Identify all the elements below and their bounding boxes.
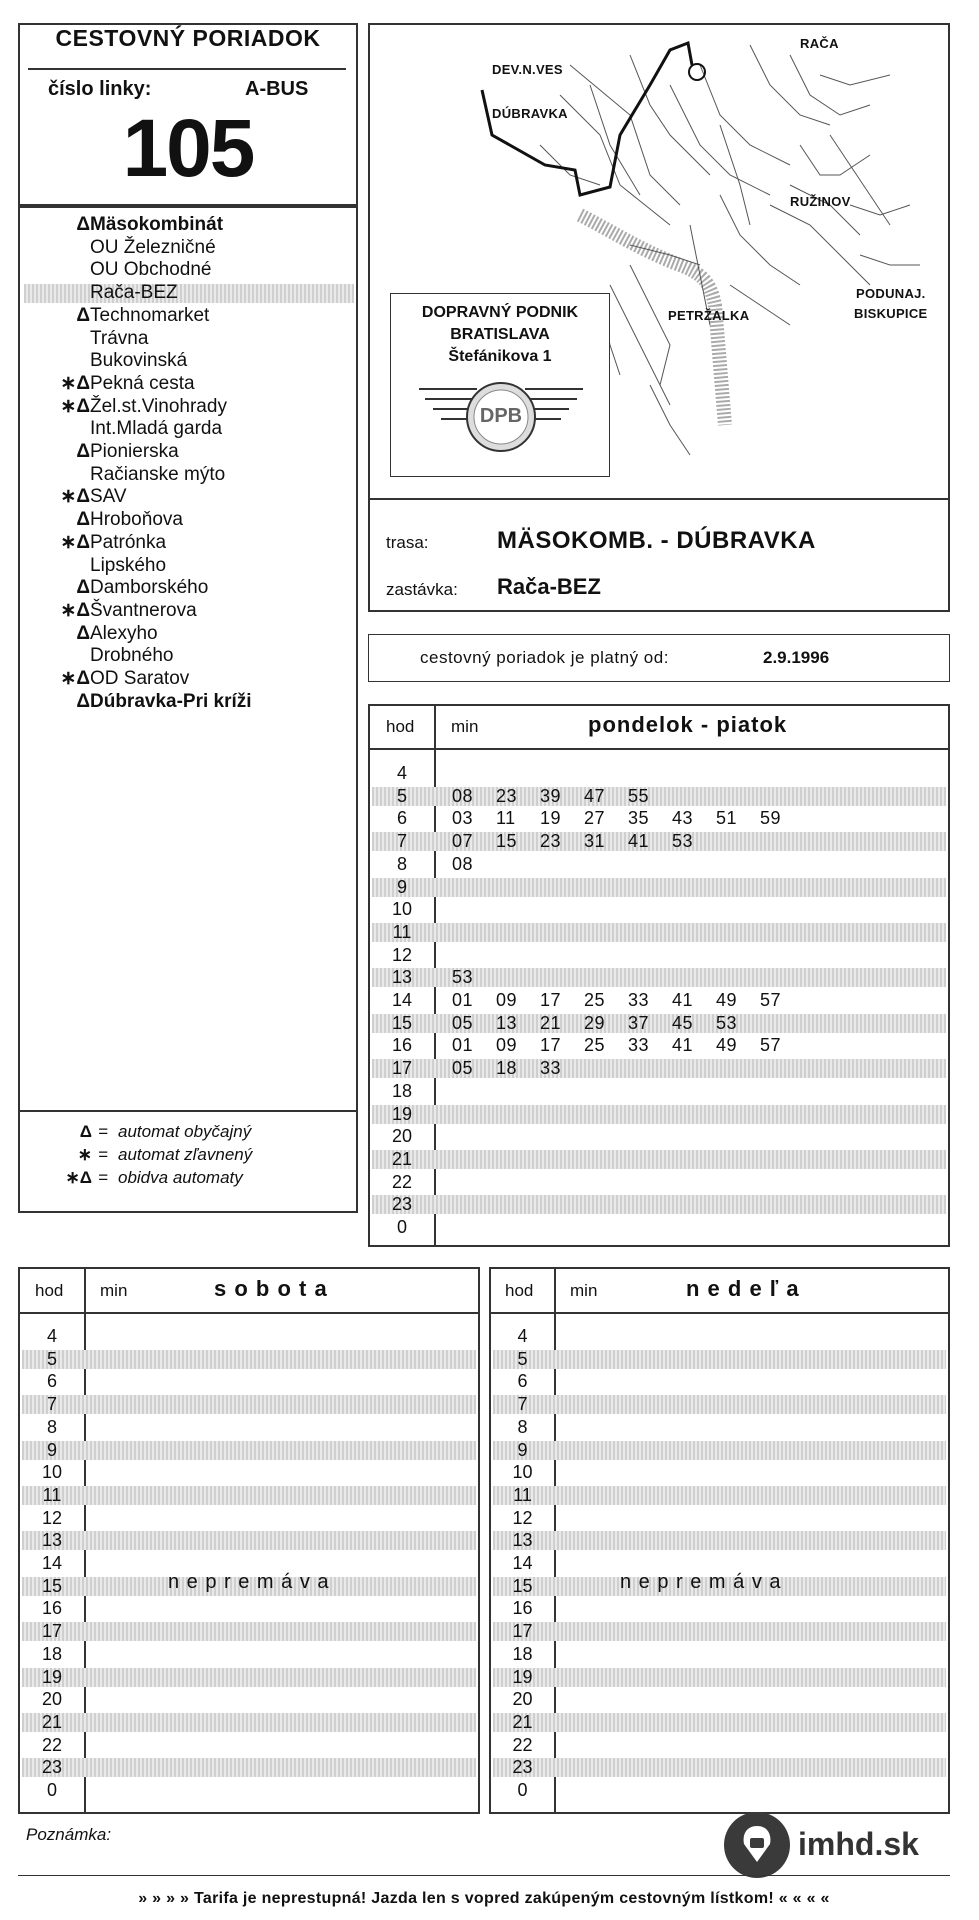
hour-cell: 12: [391, 944, 413, 965]
departure-minute: 25: [584, 1035, 606, 1056]
stop-marker: ∗Δ: [60, 486, 90, 508]
legend-item: [22, 1167, 352, 1189]
departure-minute: 51: [716, 808, 738, 829]
footer-divider: [18, 1875, 950, 1876]
hour-cell: 5: [46, 1348, 57, 1369]
hour-cell: 18: [41, 1643, 63, 1664]
departure-minute: 23: [496, 785, 518, 806]
hour-cell: 17: [41, 1621, 63, 1642]
line-number-label: číslo linky:: [48, 78, 152, 100]
departure-minute: 59: [760, 808, 782, 829]
departure-minute: 09: [496, 1035, 518, 1056]
hour-cell: 16: [512, 1598, 533, 1619]
stop-item: [22, 668, 352, 691]
departure-minute: 49: [716, 1035, 738, 1056]
hour-cell: 19: [41, 1666, 63, 1687]
minutes-cell: [452, 807, 804, 830]
stop-item: [22, 305, 352, 328]
weekday-hod-header: hod: [386, 717, 415, 736]
weekday-header-divider: [370, 748, 948, 750]
hour-cell: 18: [512, 1643, 533, 1664]
hour-cell: 8: [46, 1416, 57, 1437]
minutes-cell: [452, 989, 804, 1012]
stop-marker: Δ: [76, 622, 90, 644]
map-label-raca: RAČA: [800, 36, 839, 51]
stop-name: Pekná cesta: [90, 372, 195, 394]
map-label-ruzinov: RUŽINOV: [790, 194, 851, 209]
row-highlight: [493, 1441, 946, 1460]
stop-marker: ∗Δ: [60, 395, 90, 417]
hour-cell: 21: [41, 1711, 63, 1732]
row-highlight: [372, 1105, 946, 1124]
departure-minute: 07: [452, 831, 474, 852]
hour-cell: 14: [391, 990, 413, 1010]
legend-equals: =: [98, 1122, 108, 1141]
departure-minute: 37: [628, 1012, 650, 1033]
departure-minute: 53: [452, 967, 474, 988]
stop-name: Žel.st.Vinohrady: [90, 395, 227, 417]
departure-minute: 43: [672, 808, 694, 829]
hour-cell: 16: [41, 1598, 63, 1619]
stop-name: Račianske mýto: [90, 463, 226, 485]
departure-minute: 41: [672, 1035, 694, 1056]
stop-item: [22, 645, 352, 668]
departure-minute: 17: [540, 1035, 562, 1056]
hour-cell: 20: [512, 1689, 533, 1710]
hour-cell: 14: [512, 1553, 533, 1573]
departure-minute: 53: [672, 831, 694, 852]
stop-name: Mäsokombinát: [90, 214, 224, 235]
hour-cell: 4: [396, 763, 407, 783]
hour-cell: 19: [391, 1103, 413, 1124]
row-highlight: [493, 1622, 946, 1641]
stop-name: Dúbravka-Pri kríži: [90, 690, 252, 712]
hour-cell: 11: [513, 1484, 532, 1505]
stop-name: Bukovinská: [90, 350, 188, 372]
hour-cell: 16: [391, 1035, 413, 1056]
hour-cell: 0: [396, 1217, 407, 1237]
hour-cell: 21: [391, 1148, 413, 1169]
stop-name: SAV: [90, 486, 127, 508]
departure-minute: 19: [540, 808, 562, 829]
stop-name: OU Železničné: [90, 236, 216, 258]
legend-equals: =: [98, 1168, 108, 1187]
minutes-cell: [452, 966, 496, 989]
hour-cell: 5: [517, 1348, 528, 1369]
stop-item: [22, 214, 352, 237]
departure-minute: 57: [760, 990, 782, 1010]
saturday-header-divider: [20, 1312, 478, 1314]
hour-cell: 20: [391, 1126, 413, 1147]
departure-minute: 33: [540, 1058, 562, 1079]
route-value: MÄSOKOMB. - DÚBRAVKA: [497, 527, 816, 554]
departure-minute: 05: [452, 1012, 474, 1033]
stop-item: [22, 509, 352, 532]
stop-item: [22, 532, 352, 555]
validity-label: cestovný poriadok je platný od:: [420, 648, 669, 667]
stop-item: [22, 623, 352, 646]
imhd-brand: imhd.sk: [798, 1826, 919, 1862]
hour-cell: 17: [391, 1058, 413, 1079]
departure-minute: 35: [628, 808, 650, 829]
departure-minute: 47: [584, 785, 606, 806]
row-highlight: [22, 1668, 476, 1687]
row-highlight: [22, 1622, 476, 1641]
hour-cell: 10: [512, 1462, 533, 1483]
departure-minute: 08: [452, 853, 474, 874]
departure-minute: 53: [716, 1012, 738, 1033]
stop-item: [22, 418, 352, 441]
minutes-cell: [452, 785, 672, 808]
row-highlight: [22, 1486, 476, 1505]
weekday-title: pondelok - piatok: [588, 712, 788, 737]
hour-cell: 9: [396, 876, 407, 897]
row-highlight: [493, 1350, 946, 1369]
legend-equals: =: [98, 1145, 108, 1164]
line-number: 105: [122, 103, 254, 194]
hour-cell: 6: [396, 808, 407, 829]
stop-marker: Δ: [76, 509, 90, 531]
hour-cell: 7: [396, 831, 407, 852]
row-highlight: [493, 1486, 946, 1505]
stop-name: Damborského: [90, 577, 209, 599]
hour-cell: 12: [41, 1507, 63, 1528]
tariff-notice: » » » » Tarifa je neprestupná! Jazda len s vopred zakúpeným cestovným lístkom! « « « «: [138, 1890, 830, 1907]
company-address: Štefánikova 1: [448, 348, 552, 365]
departure-minute: 25: [584, 990, 606, 1010]
departure-minute: 18: [496, 1058, 518, 1079]
departure-minute: 33: [628, 1035, 650, 1056]
stop-item: [22, 396, 352, 419]
departure-minute: 09: [496, 990, 518, 1010]
stop-name: Drobného: [90, 645, 174, 667]
hour-cell: 0: [517, 1780, 528, 1800]
stop-item: [22, 259, 352, 282]
sunday-title: n e d e ľ a: [686, 1276, 800, 1301]
stop-marker: Δ: [76, 690, 90, 712]
departure-minute: 03: [452, 808, 474, 829]
saturday-no-service: n e p r e m á v a: [168, 1571, 330, 1593]
header-divider: [28, 68, 346, 70]
hour-cell: 15: [391, 1012, 413, 1033]
stop-item: [22, 441, 352, 464]
minutes-cell: [452, 830, 716, 853]
stop-marker: Δ: [76, 304, 90, 326]
company-city: BRATISLAVA: [450, 326, 550, 343]
hour-cell: 5: [396, 785, 407, 806]
hour-cell: 22: [391, 1171, 413, 1192]
stop-marker: ∗Δ: [60, 531, 90, 553]
validity-date: 2.9.1996: [763, 648, 830, 667]
hour-cell: 15: [41, 1575, 63, 1596]
departure-minute: 49: [716, 990, 738, 1010]
departure-minute: 11: [496, 808, 516, 829]
row-highlight: [22, 1350, 476, 1369]
stop-name: OU Obchodné: [90, 259, 212, 281]
sunday-min-header: min: [570, 1281, 598, 1300]
row-highlight: [372, 923, 946, 942]
hour-cell: 0: [46, 1780, 57, 1800]
hour-cell: 10: [41, 1462, 63, 1483]
departure-minute: 13: [496, 1012, 518, 1033]
departure-minute: 29: [584, 1012, 606, 1033]
departure-minute: 39: [540, 785, 562, 806]
stop-label: zastávka:: [386, 580, 458, 599]
stop-name: Pionierska: [90, 441, 179, 462]
legend-marker: Δ: [79, 1122, 92, 1141]
minutes-cell: [452, 1012, 760, 1035]
row-highlight: [372, 1195, 946, 1214]
departure-minute: 41: [628, 831, 650, 852]
map-label-podunaj: PODUNAJ.: [856, 286, 926, 301]
hour-cell: 6: [46, 1371, 57, 1392]
hour-cell: 6: [517, 1371, 528, 1392]
stop-name: Patrónka: [90, 531, 167, 553]
legend-text: obidva automaty: [118, 1168, 243, 1187]
hour-cell: 20: [41, 1689, 63, 1710]
minutes-cell: [452, 1057, 584, 1080]
hour-cell: 7: [46, 1394, 57, 1415]
stop-item: [22, 328, 352, 351]
departure-minute: 31: [584, 831, 606, 852]
legend-marker: ∗: [77, 1145, 92, 1164]
row-highlight: [22, 1713, 476, 1732]
minutes-cell: [452, 853, 496, 876]
hour-cell: 12: [512, 1507, 533, 1528]
hour-cell: 11: [392, 921, 412, 942]
stop-marker: Δ: [76, 214, 90, 235]
legend-marker: ∗Δ: [65, 1168, 92, 1187]
stop-name: Trávna: [90, 327, 149, 349]
departure-minute: 27: [584, 808, 606, 829]
stop-item: [22, 691, 352, 714]
legend-text: automat zľavnený: [118, 1145, 253, 1164]
departure-minute: 05: [452, 1058, 474, 1079]
legend-item: [22, 1121, 352, 1143]
map-label-petrzalka: PETRŽALKA: [668, 308, 750, 323]
row-highlight: [372, 1150, 946, 1169]
departure-minute: 45: [672, 1012, 694, 1033]
stop-name: OD Saratov: [90, 668, 190, 689]
saturday-min-header: min: [100, 1281, 128, 1300]
row-highlight: [493, 1395, 946, 1414]
departure-minute: 01: [452, 1035, 474, 1056]
stop-name: Hroboňova: [90, 509, 183, 531]
stop-item: [22, 373, 352, 396]
legend-divider: [20, 1110, 356, 1112]
stop-name: Švantnerova: [90, 599, 197, 621]
stop-marker: ∗Δ: [60, 668, 90, 689]
row-highlight: [493, 1758, 946, 1777]
hour-cell: 13: [391, 967, 413, 988]
stop-marker: Δ: [76, 577, 90, 599]
saturday-title: s o b o t a: [214, 1276, 328, 1301]
map-label-biskupice: BISKUPICE: [854, 306, 928, 321]
imhd-logo-icon: [722, 1810, 792, 1880]
stop-name: Rača-BEZ: [90, 282, 178, 304]
departure-minute: 33: [628, 990, 650, 1010]
hour-cell: 19: [512, 1666, 533, 1687]
hour-cell: 8: [517, 1416, 528, 1437]
row-highlight: [493, 1713, 946, 1732]
hour-cell: 13: [512, 1530, 533, 1551]
hour-cell: 13: [41, 1530, 63, 1551]
departure-minute: 01: [452, 990, 474, 1010]
hour-cell: 23: [512, 1757, 533, 1778]
row-highlight: [22, 1395, 476, 1414]
stop-name: Int.Mladá garda: [90, 418, 223, 440]
departure-minute: 15: [496, 831, 518, 852]
dpb-logo-text: DPB: [479, 405, 523, 427]
hour-cell: 11: [42, 1484, 62, 1505]
sunday-no-service: n e p r e m á v a: [620, 1571, 782, 1593]
stop-marker: ∗Δ: [60, 599, 90, 621]
hour-cell: 22: [41, 1734, 63, 1755]
hour-cell: 15: [512, 1575, 533, 1596]
legend-text: automat obyčajný: [118, 1122, 252, 1141]
departure-minute: 57: [760, 1035, 782, 1056]
departure-minute: 41: [672, 990, 694, 1010]
minutes-cell: [452, 1034, 804, 1057]
stop-item: [22, 464, 352, 487]
hour-cell: 18: [391, 1080, 413, 1101]
departure-minute: 21: [540, 1012, 562, 1033]
stop-name: Lipského: [90, 554, 167, 576]
row-highlight: [22, 1531, 476, 1550]
hour-cell: 4: [517, 1326, 528, 1346]
stop-item: [22, 350, 352, 373]
stop-item: [22, 237, 352, 260]
saturday-hod-header: hod: [35, 1281, 64, 1300]
stop-item: [22, 486, 352, 509]
legend-item: [22, 1144, 352, 1166]
hour-cell: 9: [517, 1439, 528, 1460]
hour-cell: 14: [41, 1553, 63, 1573]
map-label-dev-n-ves: DEV.N.VES: [492, 62, 563, 77]
row-highlight: [22, 1441, 476, 1460]
timetable-title: CESTOVNÝ PORIADOK: [55, 25, 321, 51]
hour-cell: 23: [41, 1757, 63, 1778]
note-label: Poznámka:: [26, 1825, 112, 1844]
stop-item: [22, 600, 352, 623]
hour-cell: 22: [512, 1734, 533, 1755]
stop-marker: Δ: [76, 441, 90, 462]
row-highlight: [22, 1758, 476, 1777]
weekday-min-header: min: [451, 717, 479, 736]
hour-cell: 23: [391, 1194, 413, 1215]
route-label: trasa:: [386, 533, 429, 552]
hour-cell: 7: [517, 1394, 528, 1415]
stop-item: [22, 577, 352, 600]
stop-marker: ∗Δ: [60, 372, 90, 394]
row-highlight: [493, 1668, 946, 1687]
departure-minute: 55: [628, 785, 650, 806]
hour-cell: 8: [396, 853, 407, 874]
hour-cell: 9: [46, 1439, 57, 1460]
hour-cell: 10: [391, 899, 413, 920]
hour-cell: 17: [512, 1621, 533, 1642]
stop-item: [22, 282, 352, 305]
current-stop-value: Rača-BEZ: [497, 574, 601, 599]
map-label-dubravka: DÚBRAVKA: [492, 106, 568, 121]
sunday-hod-header: hod: [505, 1281, 534, 1300]
sunday-header-divider: [491, 1312, 948, 1314]
departure-minute: 17: [540, 990, 562, 1010]
hour-cell: 4: [46, 1326, 57, 1346]
row-highlight: [372, 878, 946, 897]
company-name: DOPRAVNÝ PODNIK: [421, 304, 579, 321]
stop-item: [22, 555, 352, 578]
departure-minute: 08: [452, 785, 474, 806]
departure-minute: 23: [540, 831, 562, 852]
row-highlight: [493, 1531, 946, 1550]
vehicle-type: A-BUS: [245, 78, 309, 100]
hour-cell: 21: [512, 1711, 533, 1732]
stop-name: Alexyho: [90, 622, 158, 644]
stop-name: Technomarket: [90, 304, 210, 326]
